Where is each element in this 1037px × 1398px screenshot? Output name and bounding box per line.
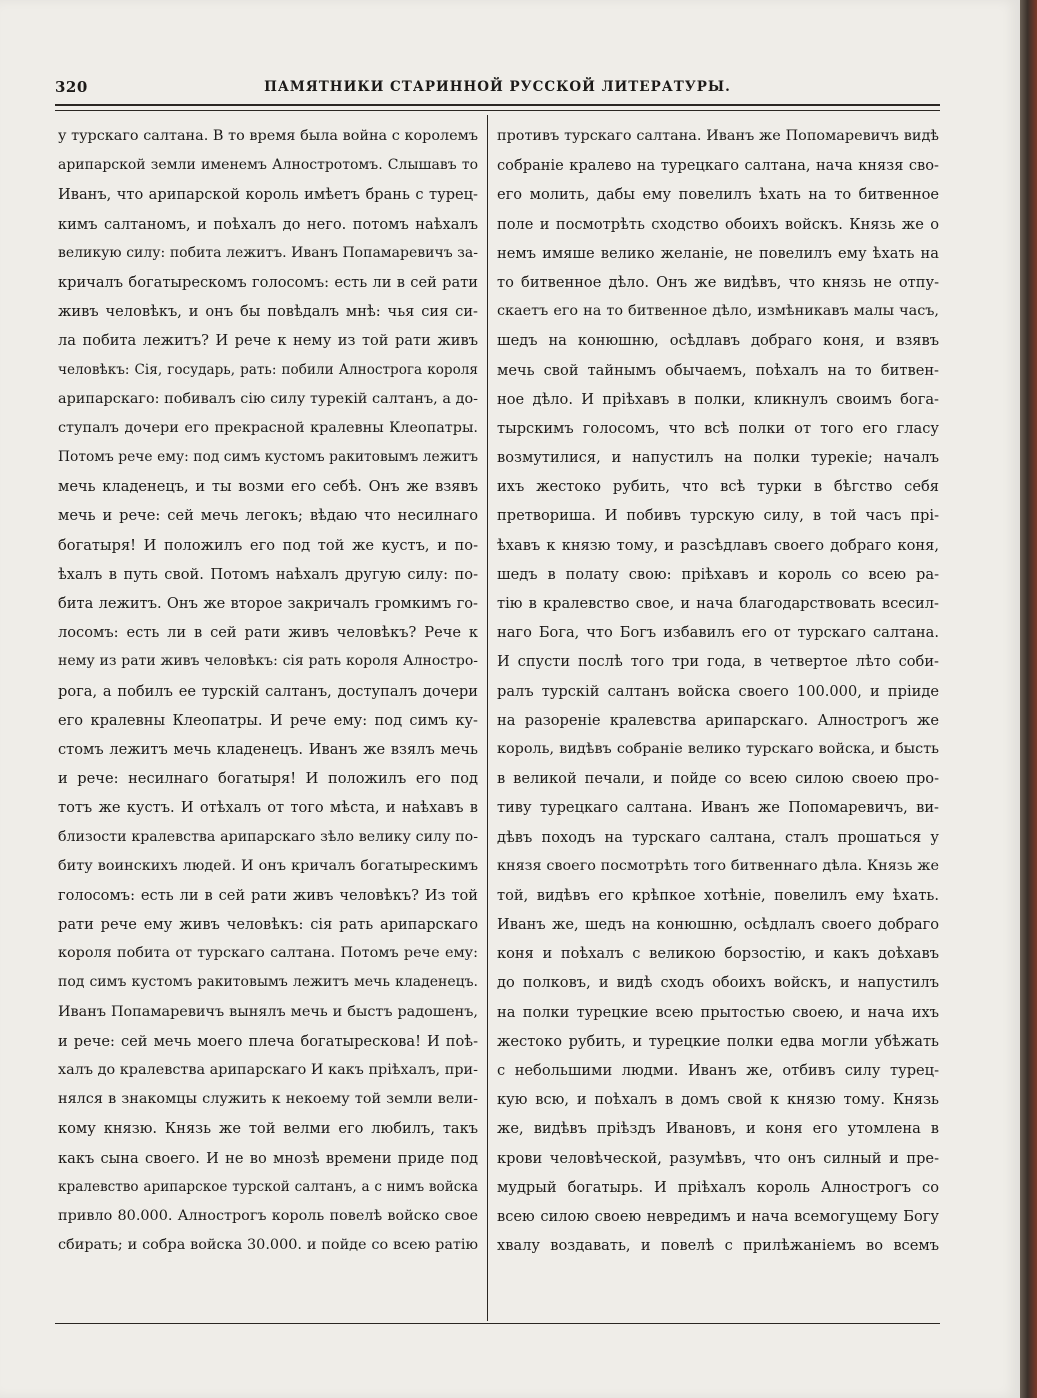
text-line: арипарской земли именемъ Алностротомъ. Слышавъ то xyxy=(58,157,478,174)
text-line: мечь и рече: сей мечь легокъ; вѣдаю что несилнаго xyxy=(58,507,478,525)
text-line: с небольшими людми. Иванъ же, отбивъ силу турец- xyxy=(497,1062,939,1079)
text-line: и рече: несилнаго богатыря! И положилъ его под xyxy=(58,770,478,788)
text-line: биту воинскихъ людей. И онъ кричалъ богатырескимъ xyxy=(58,857,478,874)
text-line: его кралевны Клеопатры. И рече ему: под симъ ку- xyxy=(58,711,478,729)
text-line: тиву турецкаго салтана. Иванъ же Попомаревичъ, ви- xyxy=(497,799,939,817)
text-line: привло 80.000. Алнострогъ король повелѣ войско свое xyxy=(58,1207,478,1224)
text-line: до полковъ, и видѣ сходъ обоихъ войскъ, и напустилъ xyxy=(497,974,939,992)
text-line: тотъ же кустъ. И отѣхалъ от того мѣста, и наѣхавъ в xyxy=(58,799,478,817)
text-line: скаетъ его на то битвенное дѣло, измѣникавъ малы часъ, xyxy=(497,303,939,320)
text-line: кралевство арипарское турской салтанъ, а с нимъ войска xyxy=(58,1178,478,1195)
text-line: И спусти послѣ того три года, в четвертое лѣто соби- xyxy=(497,653,939,671)
text-line: то битвенное дѣло. Онъ же видѣвъ, что князь не отпу- xyxy=(497,273,939,291)
text-line: у турскаго салтана. В то время была война с королемъ xyxy=(58,128,478,144)
text-line: Иванъ Попамаревичъ вынялъ мечь и быстъ радошенъ, xyxy=(58,1003,478,1020)
header-rule-thin xyxy=(55,110,940,111)
text-line: рога, а побилъ ее турскій салтанъ, доступалъ дочери xyxy=(58,682,478,700)
text-line: в великой печали, и пойде со всею силою своею про- xyxy=(497,770,939,788)
text-line: ступалъ дочери его прекрасной кралевны Клеопатры. xyxy=(58,419,478,436)
text-line: под симъ кустомъ ракитовымъ лежитъ мечь кладенецъ. xyxy=(58,974,478,991)
text-line: стомъ лежитъ мечь кладенецъ. Иванъ же взялъ мечь xyxy=(58,740,478,758)
text-line: противъ турскаго салтана. Иванъ же Попомаревичъ видѣ xyxy=(497,128,939,144)
text-line: великую силу: побита лежитъ. Иванъ Попамаревичъ за- xyxy=(58,244,478,261)
text-line: человѣкъ: Сія, государь, рать: побили Алнострога короля xyxy=(58,361,478,378)
text-line: и рече: сей мечь моего плеча богатырескова! И поѣ- xyxy=(58,1032,478,1050)
text-line: арипарскаго: побивалъ сію силу турекій салтанъ, а до- xyxy=(58,390,478,407)
text-line: тырскимъ голосомъ, что всѣ полки от того его гласу xyxy=(497,419,939,437)
text-line: же, видѣвъ пріѣздъ Ивановъ, и коня его утомлена в xyxy=(497,1120,939,1138)
text-line: возмутилися, и напустилъ на полки турекіе; началъ xyxy=(497,449,939,467)
text-line: халъ до кралевства арипарскаго И какъ пріѣхалъ, при- xyxy=(58,1062,478,1078)
text-line: кричалъ богатырескомъ голосомъ: есть ли в сей рати xyxy=(58,273,478,291)
text-line: сбирать; и собра войска 30.000. и пойде со всею ратію xyxy=(58,1237,478,1254)
text-line: ѣхавъ к князю тому, и разсѣдлавъ своего добраго коня, xyxy=(497,536,939,554)
text-line: короля побита от турскаго салтана. Потомъ рече ему: xyxy=(58,945,478,962)
text-line: голосомъ: есть ли в сей рати живъ человѣкъ? Из той xyxy=(58,886,478,904)
page-number: 320 xyxy=(55,78,88,96)
text-line: ихъ жестоко рубить, что всѣ турки в бѣгство себя xyxy=(497,478,939,496)
text-line: близости кралевства арипарскаго зѣло велику силу по- xyxy=(58,828,478,845)
text-line: коня и поѣхалъ с великою борзостію, и какъ доѣхавъ xyxy=(497,945,939,963)
text-line: дѣвъ походъ на турскаго салтана, сталъ прошаться у xyxy=(497,828,939,846)
text-line: ѣхалъ в путь свой. Потомъ наѣхалъ другую силу: по- xyxy=(58,565,478,583)
text-line: Иванъ же, шедъ на конюшню, осѣдлалъ своего добраго xyxy=(497,916,939,934)
column-divider xyxy=(487,115,488,1321)
text-line: какъ сына своего. И не во мнозѣ времени приде под xyxy=(58,1149,478,1167)
text-line: мечь свой тайнымъ обычаемъ, поѣхалъ на то битвен- xyxy=(497,361,939,379)
text-line: кую всю, и поѣхалъ в домъ свой к князю тому. Князь xyxy=(497,1091,939,1109)
text-line: жестоко рубить, и турецкие полки едва могли убѣжать xyxy=(497,1032,939,1050)
text-line: собраніе кралево на турецкаго салтана, нача князя сво- xyxy=(497,157,939,175)
text-line: Потомъ рече ему: под симъ кустомъ ракитовымъ лежитъ xyxy=(58,449,478,466)
text-line: кимъ салтаномъ, и поѣхалъ до него. потомъ наѣхалъ xyxy=(58,215,478,233)
text-line: ное дѣло. И пріѣхавъ в полки, кликнулъ своимъ бога- xyxy=(497,390,939,408)
text-line: князя своего посмотрѣть того битвеннаго дѣла. Князь же xyxy=(497,857,939,874)
text-column-right xyxy=(497,122,939,1260)
text-line: шедъ на конюшню, осѣдлавъ добраго коня, и взявъ xyxy=(497,332,939,350)
running-title: ПАМЯТНИКИ СТАРИННОЙ РУССКОЙ ЛИТЕРАТУРЫ. xyxy=(264,79,731,95)
text-line: король, видѣвъ собраніе велико турскаго войска, и бысть xyxy=(497,740,939,757)
header-rule xyxy=(55,104,940,106)
text-line: нялся в знакомцы служить к некоему той земли вели- xyxy=(58,1091,478,1108)
text-line: всею силою своею невредимъ и нача всемогущему Богу xyxy=(497,1207,939,1225)
text-line: тію в кралевство свое, и нача благодарствовать всесил- xyxy=(497,595,939,612)
text-line: бита лежитъ. Онъ же второе закричалъ громкимъ го- xyxy=(58,595,478,612)
text-line: живъ человѣкъ, и онъ бы повѣдалъ мнѣ: чья сия си- xyxy=(58,303,478,321)
text-line: его молить, дабы ему повелилъ ѣхать на то битвенное xyxy=(497,186,939,204)
text-line: Иванъ, что арипарской король имѣетъ брань с турец- xyxy=(58,186,478,204)
text-line: шедъ в полату свою: пріѣхавъ и король со всею ра- xyxy=(497,565,939,583)
text-line: ралъ турскій салтанъ войска своего 100.000, и пріиде xyxy=(497,682,939,700)
text-line: на разореніе кралевства арипарскаго. Алнострогъ же xyxy=(497,711,939,729)
text-line: хвалу воздавать, и повелѣ с прилѣжаніемъ во всемъ xyxy=(497,1237,939,1255)
text-line: крови человѣческой, разумѣвъ, что онъ силный и пре- xyxy=(497,1149,939,1167)
text-line: мудрый богатырь. И пріѣхалъ король Алнострогъ со xyxy=(497,1178,939,1196)
footer-rule xyxy=(55,1323,940,1324)
text-column-left xyxy=(58,122,478,1260)
text-line: поле и посмотрѣть сходство обоихъ войскъ. Князь же о xyxy=(497,215,939,233)
text-line: той, видѣвъ его крѣпкое хотѣніе, повелилъ ему ѣхать. xyxy=(497,886,939,904)
text-line: на полки турецкие всею прытостью своею, и нача ихъ xyxy=(497,1003,939,1021)
book-spine-edge xyxy=(1020,0,1037,1398)
text-line: лосомъ: есть ли в сей рати живъ человѣкъ? Рече к xyxy=(58,624,478,642)
text-line: рати рече ему живъ человѣкъ: сія рать арипарскаго xyxy=(58,916,478,934)
text-line: нему из рати живъ человѣкъ: сія рать короля Алностро- xyxy=(58,653,478,670)
text-line: кому князю. Князь же той велми его любилъ, такъ xyxy=(58,1120,478,1138)
text-line: богатыря! И положилъ его под той же кустъ, и по- xyxy=(58,536,478,554)
text-line: мечь кладенецъ, и ты возми его себѣ. Онъ же взявъ xyxy=(58,478,478,496)
text-line: претвориша. И побивъ турскую силу, в той часъ прі- xyxy=(497,507,939,525)
text-line: ла побита лежитъ? И рече к нему из той рати живъ xyxy=(58,332,478,350)
running-head xyxy=(55,78,940,100)
text-line: наго Бога, что Богъ избавилъ его от турскаго салтана. xyxy=(497,624,939,642)
text-line: немъ имяше велико желаніе, не повелилъ ему ѣхать на xyxy=(497,244,939,262)
